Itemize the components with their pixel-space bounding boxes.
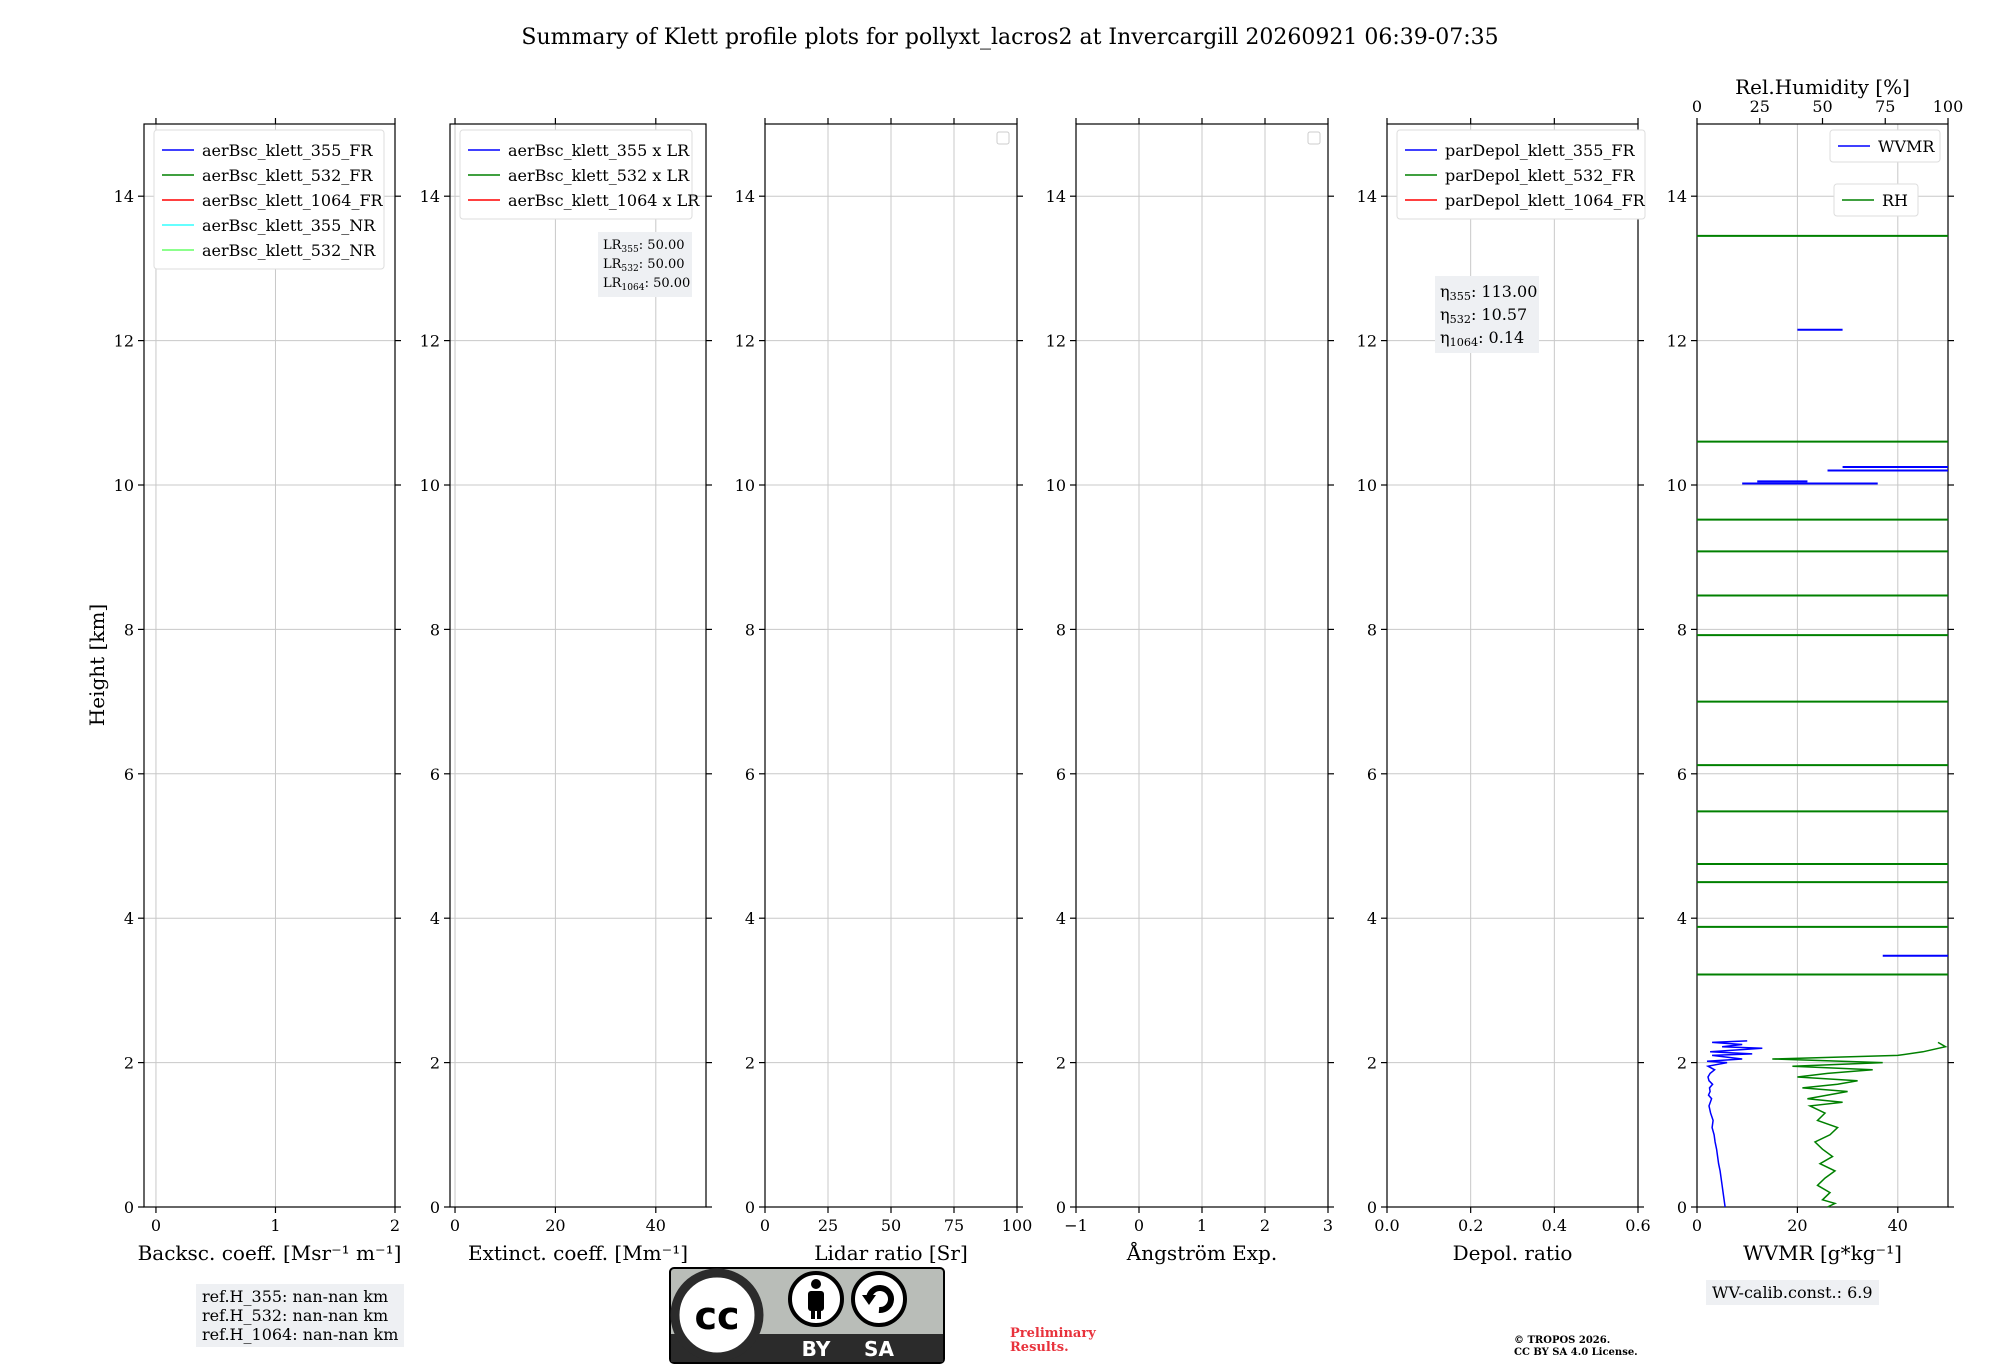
y-tick-label: 6: [1055, 764, 1066, 784]
panel-lidar-ratio: [735, 118, 1033, 1265]
y-tick-label: 14: [1045, 187, 1066, 207]
wv-calib-value: WV-calib.const.: 6.9: [1712, 1283, 1873, 1302]
legend-entry: parDepol_klett_532_FR: [1445, 166, 1635, 185]
x-tick-label: 0.2: [1457, 1216, 1484, 1235]
x-tick-label: 20: [1787, 1216, 1808, 1235]
y-tick-label: 2: [1366, 1053, 1377, 1073]
y-tick-label: 6: [1366, 764, 1377, 784]
y-tick-label: 12: [1045, 331, 1066, 351]
x-tick-label: 0: [150, 1216, 162, 1235]
preliminary-line-1: Preliminary: [1010, 1326, 1096, 1341]
top-axis-tick-label: 50: [1812, 97, 1833, 116]
y-tick-label: 0: [429, 1198, 440, 1217]
x-axis-label: Ångström Exp.: [1126, 1241, 1278, 1265]
y-tick-label: 12: [113, 331, 134, 351]
annotation-entry: $LR_{1064}$: 50.00: [603, 276, 691, 293]
y-tick-label: 4: [1366, 909, 1377, 929]
ref-height-532: ref.H_532: nan-nan km: [202, 1306, 389, 1325]
x-tick-label: 3: [1322, 1216, 1334, 1235]
legend-entry: parDepol_klett_1064_FR: [1445, 191, 1645, 210]
y-tick-label: 2: [744, 1053, 755, 1073]
series-line-RH: [1772, 1042, 1945, 1207]
y-tick-label: 10: [1045, 476, 1066, 495]
legend-entry-WVMR: WVMR: [1878, 137, 1935, 156]
x-tick-label: 0.0: [1374, 1216, 1400, 1235]
x-tick-label: −1: [1064, 1216, 1088, 1235]
y-tick-label: 6: [123, 764, 134, 784]
y-tick-label: 14: [734, 187, 755, 207]
reference-height-box: [196, 1284, 404, 1347]
wv-calib-box: [1706, 1280, 1879, 1305]
panel-extinction: [420, 118, 712, 1265]
cc-sa-label: SA: [864, 1337, 894, 1361]
preliminary-notice: [1010, 1327, 1096, 1355]
y-tick-label: 14: [1356, 187, 1377, 207]
y-tick-label: 2: [123, 1053, 134, 1073]
copyright-line-2: CC BY SA 4.0 License.: [1514, 1347, 1638, 1358]
top-axis-tick-label: 0: [1691, 97, 1703, 116]
y-tick-label: 8: [429, 620, 440, 640]
x-tick-label: 40: [645, 1216, 666, 1235]
legend-entry: aerBsc_klett_355_NR: [202, 216, 376, 235]
axes-frame: [144, 124, 395, 1207]
x-tick-label: 1: [1196, 1216, 1208, 1235]
y-tick-label: 8: [1676, 620, 1687, 640]
x-tick-label: 1: [270, 1216, 281, 1235]
y-tick-label: 8: [1366, 620, 1377, 640]
x-axis-label: Extinct. coeff. [Mm⁻¹]: [467, 1241, 689, 1265]
cc-by-label: BY: [801, 1337, 831, 1361]
ref-height-1064: ref.H_1064: nan-nan km: [202, 1325, 399, 1344]
y-tick-label: 12: [1666, 331, 1687, 351]
y-axis-label: Height [km]: [85, 603, 109, 727]
y-tick-label: 14: [1666, 187, 1687, 207]
y-tick-label: 0: [123, 1198, 134, 1217]
y-tick-label: 0: [1676, 1198, 1687, 1217]
x-axis-label: WVMR [g*kg⁻¹]: [1743, 1241, 1902, 1265]
panel-depol: [1357, 118, 1651, 1265]
panel-angstrom: [1046, 118, 1334, 1265]
y-tick-label: 4: [1055, 909, 1066, 929]
panel-backscatter: [114, 118, 402, 1265]
y-tick-label: 2: [429, 1053, 440, 1073]
legend-entry: aerBsc_klett_532_FR: [202, 166, 373, 185]
annotation-entry: $LR_{532}$: 50.00: [603, 257, 685, 274]
x-tick-label: 0: [1133, 1216, 1145, 1235]
y-tick-label: 2: [1676, 1053, 1687, 1073]
legend-entry: parDepol_klett_355_FR: [1445, 141, 1635, 160]
x-tick-label: 20: [545, 1216, 566, 1235]
top-axis-tick-label: 25: [1749, 97, 1770, 116]
y-tick-label: 4: [123, 909, 134, 929]
x-tick-label: 2: [389, 1216, 401, 1235]
annotation-entry: η532: 10.57: [1440, 305, 1528, 326]
y-tick-label: 14: [419, 187, 440, 207]
y-tick-label: 10: [419, 476, 440, 495]
y-tick-label: 14: [113, 187, 134, 207]
cc-text: cc: [694, 1294, 740, 1338]
y-tick-label: 12: [1356, 331, 1377, 351]
x-axis-label: Backsc. coeff. [Msr⁻¹ m⁻¹]: [137, 1241, 402, 1265]
panel-wvmr: [1667, 75, 1964, 1265]
y-tick-label: 6: [744, 764, 755, 784]
x-tick-label: 100: [1001, 1216, 1033, 1235]
y-tick-label: 2: [1055, 1053, 1066, 1073]
y-tick-label: 6: [1676, 764, 1687, 784]
y-tick-label: 0: [1055, 1198, 1066, 1217]
y-tick-label: 6: [429, 764, 440, 784]
preliminary-line-2: Results.: [1010, 1340, 1069, 1355]
y-tick-label: 12: [734, 331, 755, 351]
x-tick-label: 25: [817, 1216, 839, 1235]
y-tick-label: 8: [1055, 620, 1066, 640]
x-tick-label: 0: [759, 1216, 771, 1235]
legend-box-empty: [997, 132, 1009, 144]
y-tick-label: 0: [744, 1198, 755, 1217]
x-tick-label: 40: [1887, 1216, 1908, 1235]
annotation-entry: η1064: 0.14: [1440, 328, 1525, 349]
legend-entry: aerBsc_klett_355_FR: [202, 141, 373, 160]
cc-by-sa-icon: [669, 1267, 945, 1364]
legend-box-empty: [1308, 132, 1320, 144]
y-tick-label: 10: [734, 476, 755, 495]
top-axis-label: Rel.Humidity [%]: [1735, 75, 1910, 99]
top-axis-tick-label: 75: [1875, 97, 1896, 116]
y-tick-label: 10: [1356, 476, 1377, 495]
legend-entry: aerBsc_klett_532 x LR: [508, 166, 690, 185]
legend-entry: aerBsc_klett_1064_FR: [202, 191, 383, 210]
y-tick-label: 8: [123, 620, 134, 640]
x-tick-label: 0.6: [1625, 1216, 1651, 1235]
x-axis-label: Lidar ratio [Sr]: [814, 1241, 968, 1265]
x-tick-label: 0: [1691, 1216, 1703, 1235]
ref-height-355: ref.H_355: nan-nan km: [202, 1287, 389, 1306]
series-line-WVMR: [1707, 1041, 1762, 1207]
x-axis-label: Depol. ratio: [1452, 1241, 1573, 1265]
copyright-notice: [1514, 1335, 1638, 1359]
legend-entry: aerBsc_klett_532_NR: [202, 241, 376, 260]
legend-entry-RH: RH: [1882, 191, 1908, 210]
y-tick-label: 8: [744, 620, 755, 640]
legend-entry: aerBsc_klett_1064 x LR: [508, 191, 700, 210]
y-tick-label: 12: [419, 331, 440, 351]
figure-title: Summary of Klett profile plots for pollyxt_lacros2 at Invercargill 20260921 06:39-07:35: [521, 25, 1499, 50]
panels-group: [114, 75, 1964, 1265]
x-tick-label: 0: [449, 1216, 461, 1235]
y-tick-label: 4: [1676, 909, 1687, 929]
y-tick-label: 10: [1666, 476, 1687, 495]
legend-entry: aerBsc_klett_355 x LR: [508, 141, 690, 160]
x-tick-label: 50: [880, 1216, 902, 1235]
annotation-entry: η355: 113.00: [1440, 282, 1538, 303]
annotation-entry: $LR_{355}$: 50.00: [603, 238, 685, 255]
y-tick-label: 4: [744, 909, 755, 929]
top-axis-tick-label: 100: [1932, 97, 1964, 116]
copyright-line-1: © TROPOS 2026.: [1514, 1335, 1611, 1346]
y-tick-label: 10: [113, 476, 134, 495]
x-tick-label: 0.4: [1541, 1216, 1568, 1235]
x-tick-label: 75: [943, 1216, 965, 1235]
y-tick-label: 0: [1366, 1198, 1377, 1217]
y-tick-label: 4: [429, 909, 440, 929]
x-tick-label: 2: [1259, 1216, 1271, 1235]
